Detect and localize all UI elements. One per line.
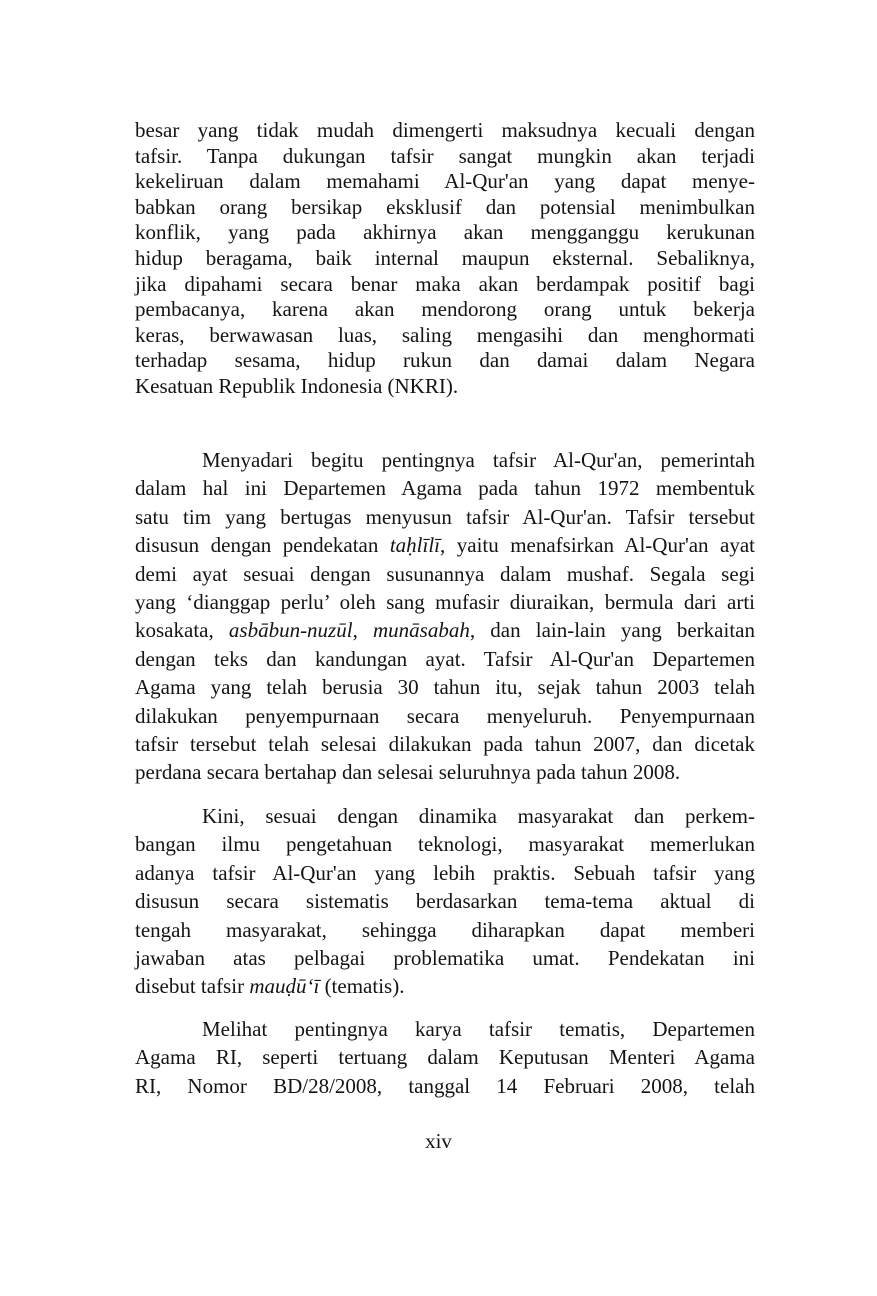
text-line: Melihat pentingnya karya tafsir tematis, Departemen: [202, 1017, 755, 1041]
text-line: disebut tafsir mauḍū‘ī (tematis).: [135, 974, 405, 999]
text-line: perdana secara bertahap dan selesai seluruhnya pada tahun 2008.: [135, 760, 681, 785]
text-line: tafsir. Tanpa dukungan tafsir sangat mungkin akan terjadi: [135, 143, 755, 168]
text-line: dilakukan penyempurnaan secara menyeluruh. Penyempurnaan: [135, 703, 755, 728]
text-line: kekeliruan dalam memahami Al-Qur'an yang dapat menye-: [135, 169, 755, 194]
text-line: Agama yang telah berusia 30 tahun itu, sejak tahun 2003 telah: [135, 675, 755, 700]
paragraph: [135, 1015, 755, 1100]
text-line: keras, berwawasan luas, saling mengasihi dan menghormati: [135, 322, 755, 347]
text-line: Agama RI, seperti tertuang dalam Keputusan Menteri Agama: [135, 1045, 755, 1070]
text-line: terhadap sesama, hidup rukun dan damai dalam Negara: [135, 348, 755, 373]
text-line: RI, Nomor BD/28/2008, tanggal 14 Februari 2008, telah: [135, 1073, 755, 1098]
text-line: yang ‘dianggap perlu’ oleh sang mufasir diuraikan, bermula dari arti: [135, 589, 755, 614]
text-line: disusun secara sistematis berdasarkan tema-tema aktual di: [135, 889, 755, 914]
text-line: disusun dengan pendekatan taḥlīlī, yaitu menafsirkan Al-Qur'an ayat: [135, 533, 755, 558]
text-line: demi ayat sesuai dengan susunannya dalam mushaf. Segala segi: [135, 561, 755, 586]
italic-term: taḥlīlī: [389, 533, 441, 558]
paragraph: [135, 118, 755, 400]
text-line: dalam hal ini Departemen Agama pada tahun 1972 membentuk: [135, 476, 755, 501]
paragraph: [135, 802, 755, 1001]
text-line: babkan orang bersikap eksklusif dan potensial menimbulkan: [135, 194, 755, 219]
text-line: jawaban atas pelbagai problematika umat. Pendekatan ini: [135, 945, 755, 970]
text-line: hidup beragama, baik internal maupun eksternal. Sebaliknya,: [135, 245, 755, 270]
text-line: pembacanya, karena akan mendorong orang untuk bekerja: [135, 297, 755, 322]
text-line: dengan teks dan kandungan ayat. Tafsir Al-Qur'an Departemen: [135, 646, 755, 671]
text-line: tengah masyarakat, sehingga diharapkan dapat memberi: [135, 917, 755, 942]
italic-term: mauḍū‘ī: [249, 974, 320, 999]
text-line: adanya tafsir Al-Qur'an yang lebih praktis. Sebuah tafsir yang: [135, 860, 755, 885]
text-line: kosakata, asbābun-nuzūl, munāsabah, dan lain-lain yang berkaitan: [135, 618, 755, 643]
text-line: jika dipahami secara benar maka akan berdampak positif bagi: [135, 271, 755, 296]
text-line: Kini, sesuai dengan dinamika masyarakat dan perkem-: [202, 804, 755, 828]
text-line: Menyadari begitu pentingnya tafsir Al-Qur'an, pemerintah: [202, 448, 755, 472]
italic-term: munāsabah: [373, 618, 470, 643]
text-line: konflik, yang pada akhirnya akan mengganggu kerukunan: [135, 220, 755, 245]
text-line: besar yang tidak mudah dimengerti maksudnya kecuali dengan: [135, 118, 755, 142]
italic-term: asbābun-nuzūl: [228, 618, 353, 643]
paragraph: [135, 446, 755, 787]
text-line: satu tim yang bertugas menyusun tafsir Al-Qur'an. Tafsir tersebut: [135, 504, 755, 529]
text-line: bangan ilmu pengetahuan teknologi, masyarakat memerlukan: [135, 832, 755, 857]
text-line: Kesatuan Republik Indonesia (NKRI).: [135, 373, 459, 398]
text-line: tafsir tersebut telah selesai dilakukan pada tahun 2007, dan dicetak: [135, 731, 755, 756]
page-number: xiv: [425, 1129, 452, 1153]
